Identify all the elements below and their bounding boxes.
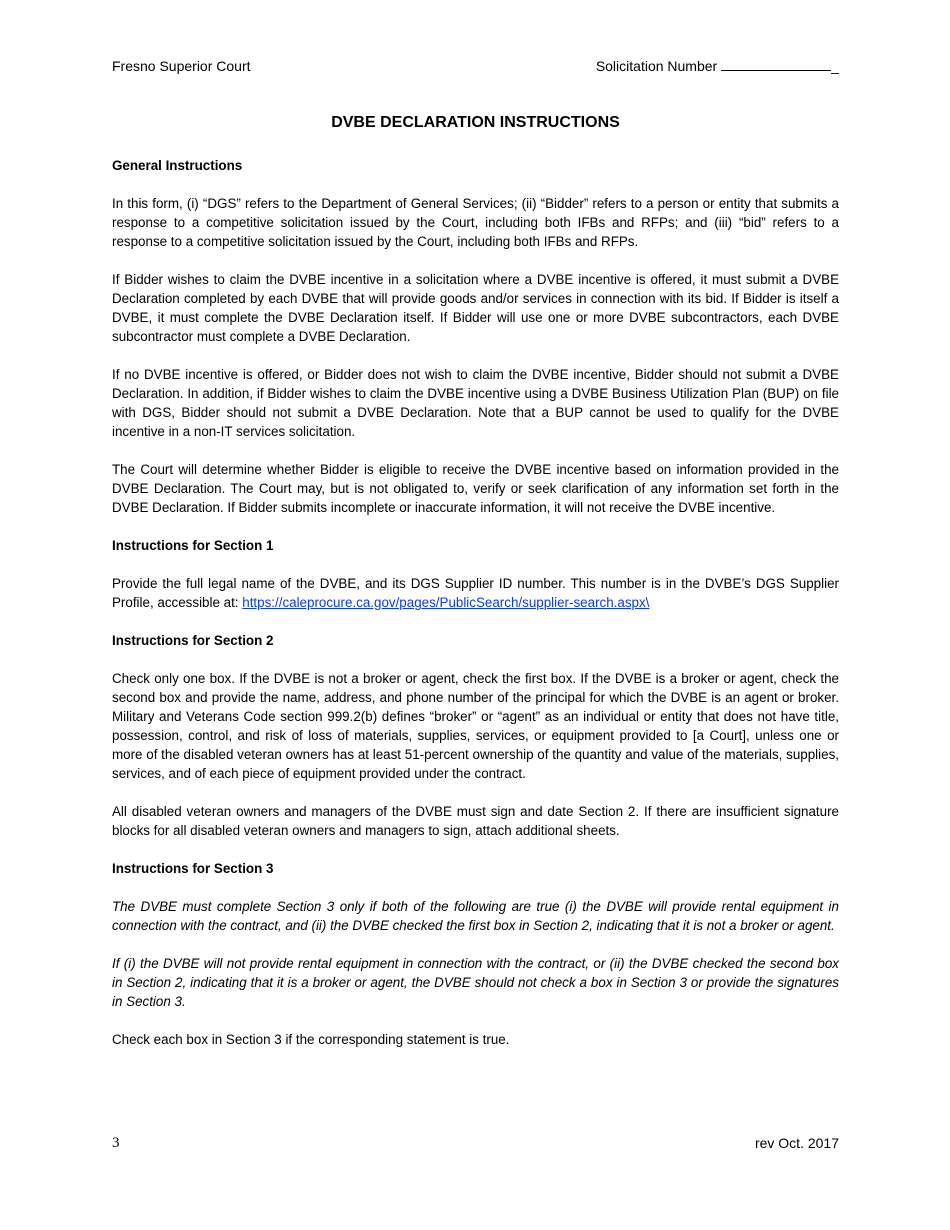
section2-heading: Instructions for Section 2 <box>112 633 274 648</box>
document-page <box>112 0 839 1230</box>
solicitation-tail: _ <box>831 58 839 74</box>
page-number: 3 <box>112 1135 120 1151</box>
solicitation-number <box>596 56 839 76</box>
general-paragraph-no-incentive: If no DVBE incentive is offered, or Bidder does not wish to claim the DVBE incentive, Bidder should not submit a DVBE Declaration. In addition, if Bidder wishes to claim the DVBE incentive using a DVBE Business Utilization Plan (BUP) on file with DGS, Bidder should not submit a DVBE Declaration. Note that a BUP cannot be used to qualify for the DVBE incentive in a non-IT services solicitation. <box>112 367 839 439</box>
general-paragraph-eligibility: The Court will determine whether Bidder is eligible to receive the DVBE incentive based on information provided in the DVBE Declaration. The Court may, but is not obligated to, verify or seek clarification of any information set forth in the DVBE Declaration. If Bidder submits incomplete or inaccurate information, it will not receive the DVBE incentive. <box>112 462 839 515</box>
section1-text: Provide the full legal name of the DVBE, and its DGS Supplier ID number. This number is in the DVBE’s DGS Supplier Profile, accessible at: <box>112 576 839 610</box>
general-instructions-heading: General Instructions <box>112 158 243 173</box>
solicitation-label: Solicitation Number <box>595 58 718 74</box>
solicitation-number-blank <box>721 56 831 71</box>
section2-paragraph-checkbox: Check only one box. If the DVBE is not a broker or agent, check the first box. If the DVBE is a broker or agent, check the second box and provide the name, address, and phone number of the principal for which the DVBE is an agent or broker. Military and Veterans Code section 999.2(b) defines “broker” or “agent” as an individual or entity that does not have title, possession, control, and risk of loss of materials, supplies, services, or equipment provided to [a Court], unless one or more of the disabled veteran owners has at least 51-percent ownership of the quantity and value of the materials, supplies, services, and of each piece of equipment provided under the contract. <box>112 671 839 781</box>
revision-date: rev Oct. 2017 <box>754 1135 839 1151</box>
section3-paragraph-conditions: The DVBE must complete Section 3 only if both of the following are true (i) the DVBE will provide rental equipment in connection with the contract, and (ii) the DVBE checked the first box in Section 2, indicating that it is not a broker or agent. <box>112 899 839 933</box>
page-header <box>112 56 839 76</box>
supplier-search-link[interactable]: https://caleprocure.ca.gov/pages/PublicSearch/supplier-search.aspx\ <box>242 595 650 610</box>
section1-heading: Instructions for Section 1 <box>112 538 274 553</box>
section3-paragraph-exclusions: If (i) the DVBE will not provide rental equipment in connection with the contract, or (ii) the DVBE checked the second box in Section 2, indicating that it is a broker or agent, the DVBE should not check a box in Section 3 or provide the signatures in Section 3. <box>112 956 839 1009</box>
document-title: DVBE DECLARATION INSTRUCTIONS <box>331 114 620 131</box>
general-paragraph-definitions: In this form, (i) “DGS” refers to the Department of General Services; (ii) “Bidder” refers to a person or entity that submits a response to a competitive solicitation issued by the Court, including both IFBs and RFPs; and (iii) “bid” refers to a response to a competitive solicitation issued by the Court, including both IFBs and RFPs. <box>112 196 839 249</box>
document-body <box>112 156 839 1068</box>
section2-paragraph-signatures: All disabled veteran owners and managers of the DVBE must sign and date Section 2. If there are insufficient signature blocks for all disabled veteran owners and managers to sign, attach additional sheets. <box>112 804 839 838</box>
section1-paragraph <box>112 574 839 612</box>
section3-heading: Instructions for Section 3 <box>112 861 274 876</box>
page-footer <box>112 1133 839 1153</box>
court-name: Fresno Superior Court <box>112 58 251 74</box>
general-paragraph-claim: If Bidder wishes to claim the DVBE incentive in a solicitation where a DVBE incentive is offered, it must submit a DVBE Declaration completed by each DVBE that will provide goods and/or services in connection with its bid. If Bidder is itself a DVBE, it must complete the DVBE Declaration itself. If Bidder will use one or more DVBE subcontractors, each DVBE subcontractor must complete a DVBE Declaration. <box>112 272 839 344</box>
section3-paragraph-check: Check each box in Section 3 if the corresponding statement is true. <box>112 1032 510 1047</box>
